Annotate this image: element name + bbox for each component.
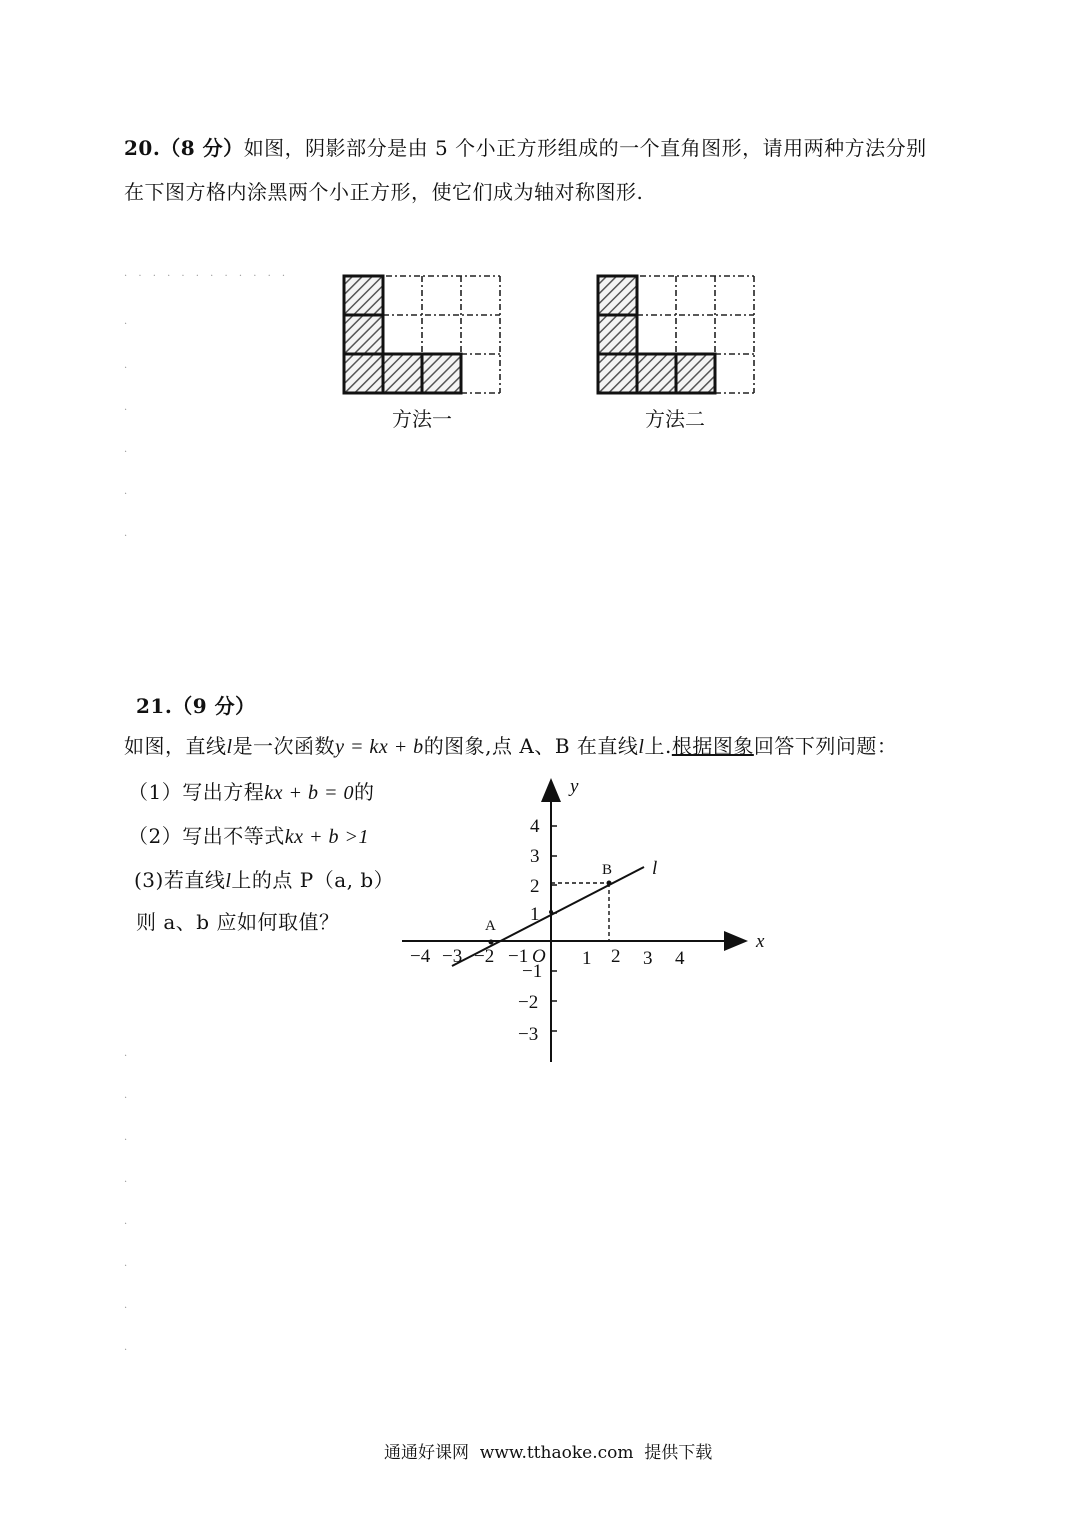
q20-line2: 在下图方格内涂黑两个小正方形，使它们成为轴对称图形. xyxy=(124,180,644,204)
q21-part4: 则 a、b 应如何取值？ xyxy=(136,910,340,934)
grid-method-1 xyxy=(338,270,508,400)
shaded-cell xyxy=(598,315,637,354)
margin-dot: . xyxy=(124,1132,132,1143)
q21-intro-text: 是一次函数 xyxy=(232,734,336,758)
margin-dot: . xyxy=(124,316,132,327)
q21-intro-l: l xyxy=(226,736,233,758)
q21-intro-l: l xyxy=(638,736,645,758)
q21-part1-text: （1）写出方程 xyxy=(128,780,265,804)
method2-caption: 方法二 xyxy=(645,407,705,431)
q21-part1 xyxy=(128,776,374,805)
q21-intro-text: 如图，直线 xyxy=(124,734,227,758)
q21-part3-l: l xyxy=(225,870,232,892)
q20-text1: 如图，阴影部分是由 5 个小正方形组成的一个直角图形，请用两种方法分别 xyxy=(243,136,927,160)
coordinate-graph xyxy=(398,770,778,1070)
margin-dot: . xyxy=(124,1342,132,1353)
shaded-cell xyxy=(422,354,461,393)
q21-part2 xyxy=(128,820,369,849)
y-tick-label: 1 xyxy=(530,904,540,925)
origin-label: O xyxy=(532,946,546,967)
q21-intro-text: 回答下列问题： xyxy=(753,734,898,758)
margin-dot: . xyxy=(124,1216,132,1227)
margin-dot: . xyxy=(124,528,132,539)
margin-dot: . xyxy=(124,1258,132,1269)
q21-intro-text: 的图象,点 A、B 在直线 xyxy=(423,734,639,758)
q21-part1-text: 的 xyxy=(353,780,375,804)
q21-intro-text: 上. xyxy=(644,734,672,758)
point-a xyxy=(489,940,494,945)
margin-dot: . xyxy=(124,1090,132,1101)
margin-dot: . xyxy=(124,402,132,413)
shaded-cell xyxy=(344,276,383,315)
x-tick-label: 1 xyxy=(582,948,592,969)
margin-dot: . xyxy=(124,360,132,371)
q21-intro-equation: y = kx + b xyxy=(335,736,424,758)
q20-number: 20. xyxy=(124,136,161,160)
point-b-label: B xyxy=(602,862,613,878)
y-tick-label: −1 xyxy=(522,961,543,982)
shaded-cell xyxy=(676,354,715,393)
x-tick-label: 3 xyxy=(643,948,653,969)
y-tick-label: 4 xyxy=(530,816,540,837)
q21-part3-text: 上的点 P（a, b） xyxy=(231,868,395,892)
q21-intro-underlined: 根据图象 xyxy=(671,734,754,758)
margin-dot: . xyxy=(124,444,132,455)
shaded-cell xyxy=(383,354,422,393)
shaded-cell xyxy=(598,276,637,315)
line-l-label: l xyxy=(652,858,658,879)
method1-caption: 方法一 xyxy=(392,407,452,431)
q20-score: （8 分） xyxy=(160,136,244,160)
margin-dot: . xyxy=(124,1048,132,1059)
margin-dot: . xyxy=(124,486,132,497)
x-tick-label: 2 xyxy=(611,946,621,967)
q21-part2-text: （2）写出不等式 xyxy=(128,824,285,848)
point-y-intercept xyxy=(549,910,553,914)
margin-dots: . . . . . . . . . . . . xyxy=(124,268,290,279)
y-tick-label: −2 xyxy=(518,992,539,1013)
y-tick-label: 3 xyxy=(530,846,540,867)
x-tick-label: 4 xyxy=(675,948,685,969)
q21-part2-equation: kx + b >1 xyxy=(284,826,369,848)
shaded-cell xyxy=(598,354,637,393)
q21-header: 21.（9 分） xyxy=(136,694,256,718)
margin-dot: . xyxy=(124,1174,132,1185)
x-axis-label: x xyxy=(756,931,765,952)
q21-part1-equation: kx + b = 0 xyxy=(264,782,354,804)
q20-line1 xyxy=(124,132,927,161)
y-tick-label: −3 xyxy=(518,1024,539,1045)
shaded-cell xyxy=(344,354,383,393)
grid-method-2 xyxy=(592,270,762,400)
x-tick-label: −2 xyxy=(474,946,495,967)
q21-intro xyxy=(124,730,897,759)
x-tick-label: −1 xyxy=(508,946,529,967)
y-axis-label: y xyxy=(570,776,579,797)
y-tick-label: 2 xyxy=(530,876,540,897)
point-a-label: A xyxy=(485,918,496,934)
shaded-cell xyxy=(344,315,383,354)
x-tick-label: −4 xyxy=(410,946,431,967)
point-b xyxy=(607,881,612,886)
margin-dot: . xyxy=(124,1300,132,1311)
q21-part3 xyxy=(134,864,394,893)
shaded-cell xyxy=(637,354,676,393)
x-tick-label: −3 xyxy=(442,946,463,967)
q21-part3-text: (3)若直线 xyxy=(134,868,226,892)
page-footer: 通通好课网 www.tthaoke.com 提供下载 xyxy=(384,1443,713,1463)
